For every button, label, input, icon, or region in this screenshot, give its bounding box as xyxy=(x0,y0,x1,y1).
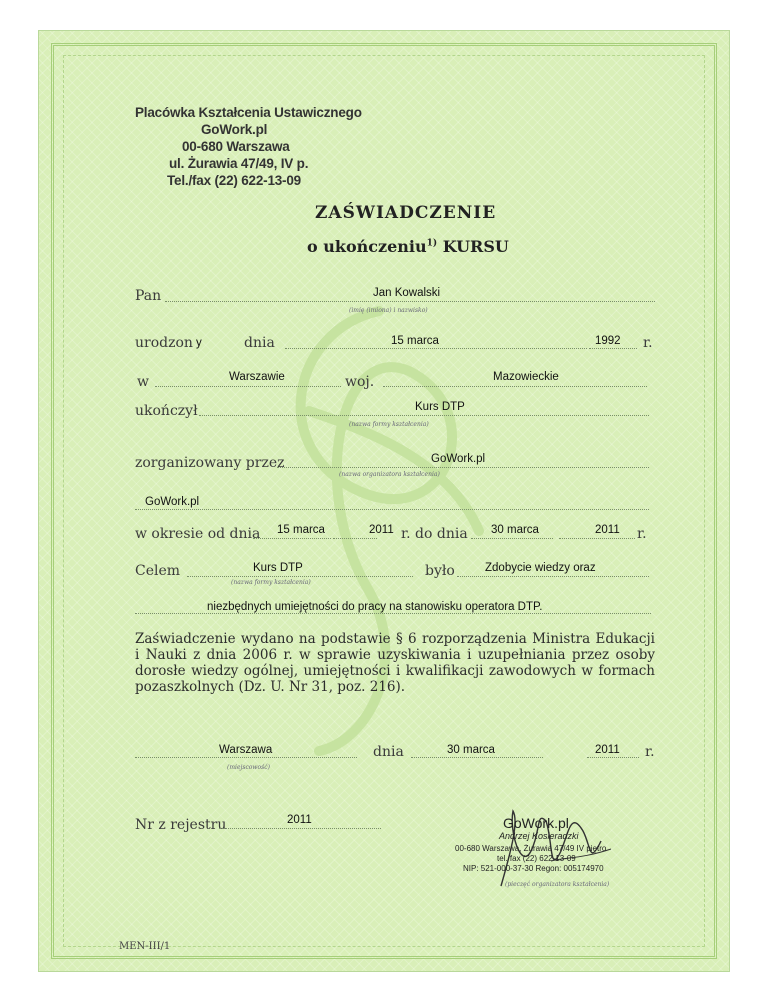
completed-label: ukończył xyxy=(135,403,198,419)
issue-place-dotted-line xyxy=(135,757,357,758)
goal-text-2: niezbędnych umiejętności do pracy na stanowisku operatora DTP. xyxy=(207,601,543,613)
certificate-sheet xyxy=(38,30,730,972)
stamp-phone: tel./fax (22) 622-13-09 xyxy=(497,854,576,863)
institution-name: Placówka Kształcenia Ustawicznego xyxy=(135,105,362,120)
name-dotted-line xyxy=(165,301,655,302)
birth-place: Warszawie xyxy=(229,371,285,383)
issue-place: Warszawa xyxy=(219,744,273,756)
from-year-dotted-line xyxy=(333,538,377,539)
birth-year: 1992 xyxy=(595,335,621,347)
to-date: 30 marca xyxy=(491,524,539,536)
birth-day-label: dnia xyxy=(244,335,275,351)
issue-date-dotted-line xyxy=(411,757,543,758)
organizer-hint: (nazwa organizatora kształcenia) xyxy=(339,471,440,478)
institution-brand: GoWork.pl xyxy=(201,122,268,137)
goal-text-dotted-line xyxy=(457,576,649,577)
goal-course: Kurs DTP xyxy=(253,562,303,574)
organizer: GoWork.pl xyxy=(431,453,486,465)
from-date-dotted-line xyxy=(253,538,331,539)
birth-year-dotted-line xyxy=(589,348,637,349)
to-year: 2011 xyxy=(595,524,620,536)
to-year-dotted-line xyxy=(559,538,635,539)
legal-basis-paragraph: Zaświadczenie wydano na podstawie § 6 rozporządzenia Ministra Edukacji i Nauki z dnia 2006 r. w sprawie uzyskiwania i uzupełniania przez osoby dorosłe wiedzy ogólnej, umiejętności i kwalifikacji zawodowych w formach pozaszkolnych (Dz. U. Nr 31, poz. 216). xyxy=(135,631,655,695)
institution-city: 00-680 Warszawa xyxy=(182,139,290,154)
place-label: w xyxy=(137,374,149,390)
registry-label: Nr z rejestru xyxy=(135,817,227,833)
period-suffix: r. xyxy=(637,526,647,542)
institution-phone: Tel./fax (22) 622-13-09 xyxy=(167,173,301,188)
organizer-second-dotted-line xyxy=(135,509,649,510)
goal-label: Celem xyxy=(135,563,181,579)
institution-street: ul. Żurawia 47/49, IV p. xyxy=(169,156,309,171)
period-label: w okresie od dnia xyxy=(135,526,261,542)
course-dotted-line xyxy=(199,415,649,416)
course-name: Kurs DTP xyxy=(415,401,465,413)
issue-date: 30 marca xyxy=(447,744,495,756)
birth-place-dotted-line xyxy=(155,386,341,387)
stamp-organization: GoWork.pl xyxy=(503,815,569,831)
birth-date: 15 marca xyxy=(391,335,439,347)
stamp-hint: (pieczęć organizatora kształcenia) xyxy=(505,881,610,888)
from-year: 2011 xyxy=(369,524,394,536)
birth-date-dotted-line xyxy=(285,348,587,349)
born-suffix: y xyxy=(196,337,202,349)
from-date: 15 marca xyxy=(277,524,325,536)
goal-text-second-dotted-line xyxy=(135,613,651,614)
subtitle-suffix: KURSU xyxy=(437,237,509,256)
document-subtitle xyxy=(307,237,509,256)
voivodeship: Mazowieckie xyxy=(493,371,559,383)
organized-label: zorganizowany przez xyxy=(135,455,285,471)
to-date-dotted-line xyxy=(471,538,553,539)
course-hint: (nazwa formy kształcenia) xyxy=(349,421,429,428)
organizer-dotted-line xyxy=(277,467,649,468)
voivodeship-label: woj. xyxy=(345,374,375,390)
registry-number: 2011 xyxy=(287,814,312,826)
recipient-name: Jan Kowalski xyxy=(373,287,441,299)
issue-year: 2011 xyxy=(595,744,620,756)
to-label: r. do dnia xyxy=(401,526,468,542)
issue-day-label: dnia xyxy=(373,744,404,760)
issue-place-hint: (miejscowość) xyxy=(227,764,270,771)
birth-year-suffix: r. xyxy=(643,335,653,351)
stamp-signatory: Andrzej Kosieradzki xyxy=(499,831,579,841)
goal-course-dotted-line xyxy=(187,576,413,577)
was-label: było xyxy=(425,563,455,579)
issue-year-dotted-line xyxy=(587,757,639,758)
footnote-marker: 1) xyxy=(426,238,438,249)
form-code: MEN-III/1 xyxy=(119,941,171,952)
goal-text-1: Zdobycie wiedzy oraz xyxy=(485,562,596,574)
organizer-continued: GoWork.pl xyxy=(145,496,200,508)
stamp-address: 00-680 Warszawa, Żurawia 47/49 IV piętro xyxy=(455,844,607,853)
document-title: ZAŚWIADCZENIE xyxy=(315,203,497,223)
issue-year-suffix: r. xyxy=(645,744,655,760)
name-hint: (imię (imiona) i nazwisko) xyxy=(349,307,428,314)
goal-hint: (nazwa formy kształcenia) xyxy=(231,579,311,586)
stamp-tax-ids: NIP: 521-000-37-30 Regon: 005174970 xyxy=(463,864,604,873)
registry-dotted-line xyxy=(219,828,381,829)
voivodeship-dotted-line xyxy=(383,386,647,387)
subtitle-prefix: o ukończeniu xyxy=(307,237,427,256)
born-label: urodzon xyxy=(135,335,193,351)
pan-label: Pan xyxy=(135,288,162,304)
